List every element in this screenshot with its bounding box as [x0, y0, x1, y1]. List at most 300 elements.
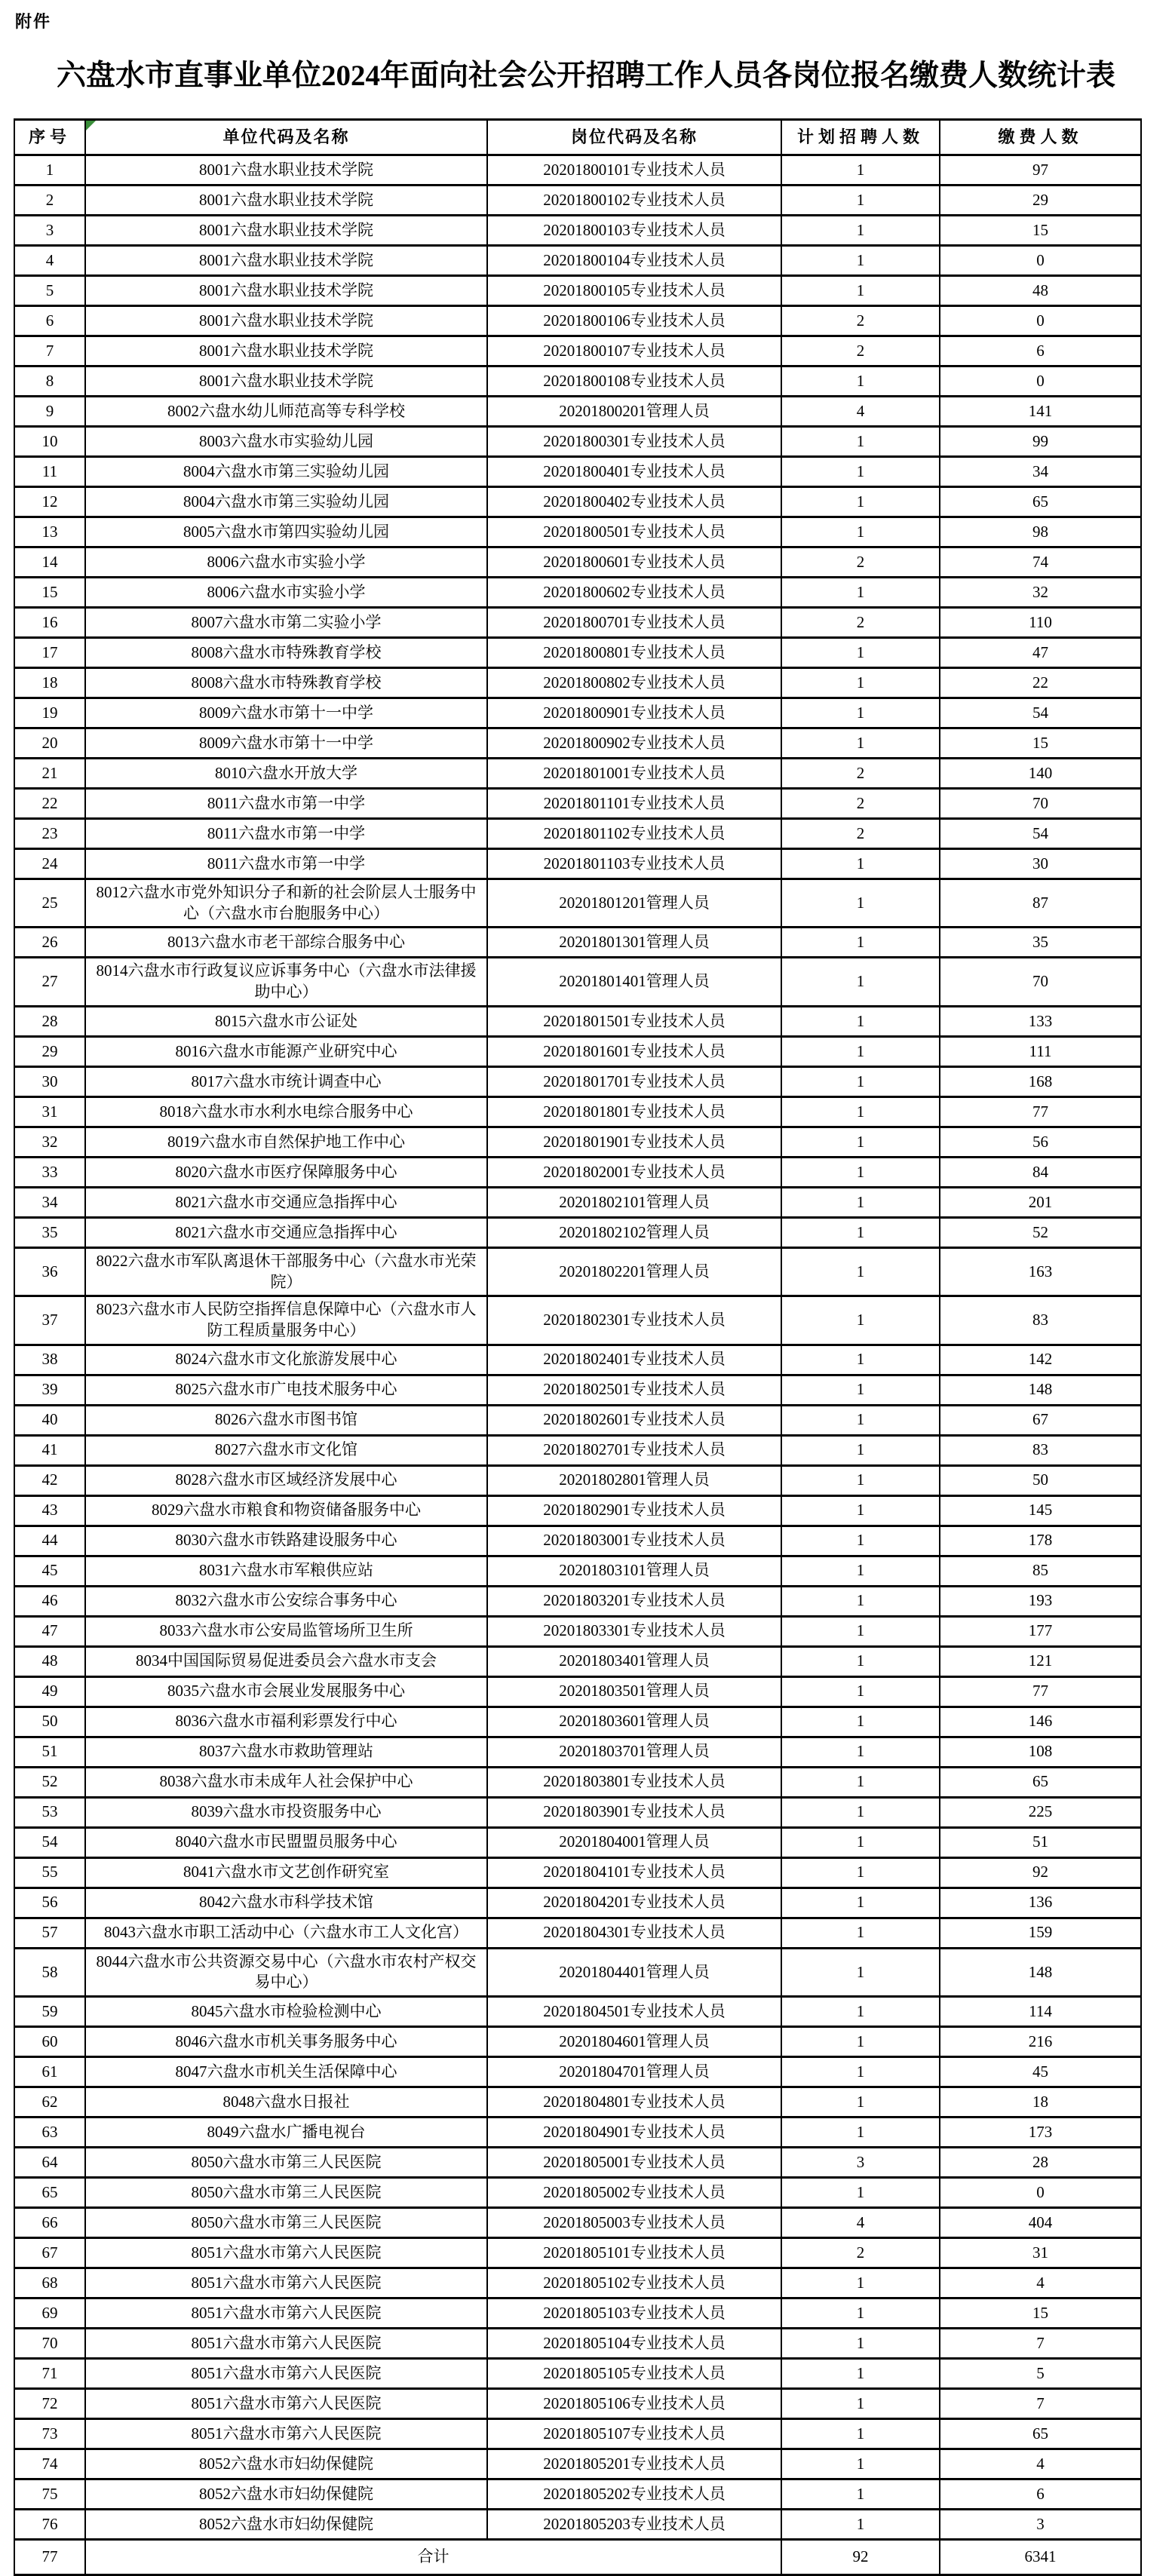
cell-unit-name: 8001六盘水职业技术学院 — [85, 366, 487, 397]
cell-seq: 32 — [14, 1127, 85, 1157]
cell-paid-count: 50 — [940, 1465, 1141, 1495]
cell-seq: 64 — [14, 2148, 85, 2178]
cell-seq: 40 — [14, 1405, 85, 1435]
cell-paid-count: 87 — [940, 879, 1141, 928]
cell-paid-count: 163 — [940, 1247, 1141, 1296]
cell-paid-count: 32 — [940, 578, 1141, 608]
cell-position-name: 20201805105专业技术人员 — [487, 2359, 781, 2389]
table-row — [14, 1006, 1141, 1036]
cell-position-name: 20201804001管理人员 — [487, 1827, 781, 1857]
total-seq: 77 — [14, 2540, 85, 2575]
cell-seq: 16 — [14, 608, 85, 638]
cell-planned-count: 1 — [781, 1997, 940, 2027]
cell-position-name: 20201800101专业技术人员 — [487, 155, 781, 186]
cell-unit-name: 8013六盘水市老干部综合服务中心 — [85, 928, 487, 958]
cell-paid-count: 133 — [940, 1006, 1141, 1036]
cell-paid-count: 84 — [940, 1157, 1141, 1187]
cell-seq: 70 — [14, 2329, 85, 2359]
cell-seq: 63 — [14, 2118, 85, 2148]
cell-seq: 48 — [14, 1646, 85, 1676]
cell-seq: 8 — [14, 366, 85, 397]
cell-seq: 35 — [14, 1217, 85, 1247]
cell-paid-count: 52 — [940, 1217, 1141, 1247]
cell-position-name: 20201805101专业技术人员 — [487, 2238, 781, 2268]
cell-unit-name: 8001六盘水职业技术学院 — [85, 155, 487, 186]
table-row — [14, 1676, 1141, 1707]
table-row — [14, 2329, 1141, 2359]
cell-unit-name: 8045六盘水市检验检测中心 — [85, 1997, 487, 2027]
cell-paid-count: 31 — [940, 2238, 1141, 2268]
cell-planned-count: 1 — [781, 1296, 940, 1345]
cell-unit-name: 8019六盘水市自然保护地工作中心 — [85, 1127, 487, 1157]
total-label: 合计 — [85, 2540, 781, 2575]
cell-paid-count: 146 — [940, 1707, 1141, 1737]
recruitment-stats-table — [14, 118, 1142, 2576]
cell-seq: 15 — [14, 578, 85, 608]
cell-unit-name: 8009六盘水市第十一中学 — [85, 698, 487, 728]
cell-position-name: 20201804301专业技术人员 — [487, 1918, 781, 1948]
header-position-name: 岗位代码及名称 — [487, 120, 781, 155]
cell-position-name: 20201800801专业技术人员 — [487, 638, 781, 668]
total-row — [14, 2540, 1141, 2575]
cell-position-name: 20201803601管理人员 — [487, 1707, 781, 1737]
table-row — [14, 457, 1141, 487]
cell-unit-name: 8024六盘水市文化旅游发展中心 — [85, 1345, 487, 1375]
cell-position-name: 20201801301管理人员 — [487, 928, 781, 958]
cell-planned-count: 1 — [781, 2419, 940, 2449]
cell-planned-count: 1 — [781, 2510, 940, 2540]
cell-paid-count: 65 — [940, 1767, 1141, 1797]
table-row — [14, 789, 1141, 819]
cell-planned-count: 1 — [781, 1767, 940, 1797]
table-row — [14, 759, 1141, 789]
cell-planned-count: 1 — [781, 1405, 940, 1435]
cell-unit-name: 8035六盘水市会展业发展服务中心 — [85, 1676, 487, 1707]
header-seq: 序号 — [14, 120, 85, 155]
cell-position-name: 20201805102专业技术人员 — [487, 2268, 781, 2298]
cell-paid-count: 15 — [940, 2298, 1141, 2329]
cell-position-name: 20201801001专业技术人员 — [487, 759, 781, 789]
cell-paid-count: 22 — [940, 668, 1141, 698]
cell-planned-count: 1 — [781, 1375, 940, 1405]
cell-unit-name: 8033六盘水市公安局监管场所卫生所 — [85, 1616, 487, 1646]
cell-seq: 55 — [14, 1857, 85, 1888]
cell-unit-name: 8050六盘水市第三人民医院 — [85, 2148, 487, 2178]
cell-unit-name: 8032六盘水市公安综合事务中心 — [85, 1586, 487, 1616]
cell-unit-name: 8006六盘水市实验小学 — [85, 547, 487, 578]
table-row — [14, 2238, 1141, 2268]
cell-unit-name: 8052六盘水市妇幼保健院 — [85, 2479, 487, 2510]
cell-position-name: 20201803801专业技术人员 — [487, 1767, 781, 1797]
cell-unit-name: 8031六盘水市军粮供应站 — [85, 1556, 487, 1586]
cell-unit-name: 8051六盘水市第六人民医院 — [85, 2268, 487, 2298]
cell-seq: 17 — [14, 638, 85, 668]
cell-planned-count: 2 — [781, 336, 940, 366]
cell-seq: 57 — [14, 1918, 85, 1948]
cell-unit-name: 8034中国国际贸易促进委员会六盘水市支会 — [85, 1646, 487, 1676]
cell-unit-name: 8001六盘水职业技术学院 — [85, 186, 487, 216]
cell-planned-count: 1 — [781, 1096, 940, 1127]
cell-paid-count: 178 — [940, 1526, 1141, 1556]
cell-paid-count: 28 — [940, 2148, 1141, 2178]
page-title: 六盘水市直事业单位2024年面向社会公开招聘工作人员各岗位报名缴费人数统计表 — [56, 60, 1115, 92]
table-row — [14, 1127, 1141, 1157]
cell-unit-name: 8002六盘水幼儿师范高等专科学校 — [85, 397, 487, 427]
cell-unit-name: 8041六盘水市文艺创作研究室 — [85, 1857, 487, 1888]
cell-planned-count: 1 — [781, 638, 940, 668]
cell-paid-count: 6 — [940, 2479, 1141, 2510]
cell-position-name: 20201805103专业技术人员 — [487, 2298, 781, 2329]
cell-paid-count: 142 — [940, 1345, 1141, 1375]
cell-unit-name: 8011六盘水市第一中学 — [85, 789, 487, 819]
table-row — [14, 578, 1141, 608]
cell-paid-count: 173 — [940, 2118, 1141, 2148]
cell-position-name: 20201802601专业技术人员 — [487, 1405, 781, 1435]
table-row — [14, 366, 1141, 397]
cell-position-name: 20201805107专业技术人员 — [487, 2419, 781, 2449]
cell-unit-name: 8050六盘水市第三人民医院 — [85, 2208, 487, 2238]
cell-seq: 13 — [14, 517, 85, 547]
table-row — [14, 1296, 1141, 1345]
cell-planned-count: 1 — [781, 2118, 940, 2148]
cell-seq: 54 — [14, 1827, 85, 1857]
cell-seq: 21 — [14, 759, 85, 789]
cell-seq: 20 — [14, 728, 85, 759]
cell-planned-count: 1 — [781, 457, 940, 487]
cell-paid-count: 6 — [940, 336, 1141, 366]
cell-planned-count: 1 — [781, 1616, 940, 1646]
cell-position-name: 20201801801专业技术人员 — [487, 1096, 781, 1127]
cell-position-name: 20201802501专业技术人员 — [487, 1375, 781, 1405]
cell-planned-count: 1 — [781, 1707, 940, 1737]
cell-planned-count: 1 — [781, 1797, 940, 1827]
table-row — [14, 1827, 1141, 1857]
cell-unit-name: 8048六盘水日报社 — [85, 2087, 487, 2118]
cell-seq: 37 — [14, 1296, 85, 1345]
cell-seq: 50 — [14, 1707, 85, 1737]
cell-paid-count: 83 — [940, 1296, 1141, 1345]
cell-position-name: 20201802701专业技术人员 — [487, 1435, 781, 1465]
cell-seq: 67 — [14, 2238, 85, 2268]
cell-position-name: 20201805104专业技术人员 — [487, 2329, 781, 2359]
cell-paid-count: 7 — [940, 2389, 1141, 2419]
cell-unit-name: 8008六盘水市特殊教育学校 — [85, 638, 487, 668]
cell-planned-count: 1 — [781, 849, 940, 879]
cell-unit-name: 8009六盘水市第十一中学 — [85, 728, 487, 759]
cell-paid-count: 77 — [940, 1096, 1141, 1127]
cell-planned-count: 4 — [781, 2208, 940, 2238]
cell-position-name: 20201803301专业技术人员 — [487, 1616, 781, 1646]
cell-paid-count: 45 — [940, 2057, 1141, 2087]
cell-position-name: 20201801901专业技术人员 — [487, 1127, 781, 1157]
cell-position-name: 20201803001专业技术人员 — [487, 1526, 781, 1556]
cell-planned-count: 2 — [781, 547, 940, 578]
table-row — [14, 638, 1141, 668]
cell-unit-name: 8051六盘水市第六人民医院 — [85, 2389, 487, 2419]
cell-seq: 44 — [14, 1526, 85, 1556]
cell-seq: 59 — [14, 1997, 85, 2027]
cell-paid-count: 85 — [940, 1556, 1141, 1586]
cell-unit-name: 8021六盘水市交通应急指挥中心 — [85, 1187, 487, 1217]
cell-seq: 28 — [14, 1006, 85, 1036]
table-row — [14, 397, 1141, 427]
cell-position-name: 20201800105专业技术人员 — [487, 276, 781, 306]
cell-seq: 9 — [14, 397, 85, 427]
cell-seq: 65 — [14, 2178, 85, 2208]
cell-seq: 68 — [14, 2268, 85, 2298]
cell-seq: 26 — [14, 928, 85, 958]
cell-paid-count: 56 — [940, 1127, 1141, 1157]
cell-unit-name: 8001六盘水职业技术学院 — [85, 246, 487, 276]
cell-paid-count: 74 — [940, 547, 1141, 578]
cell-unit-name: 8001六盘水职业技术学院 — [85, 216, 487, 246]
cell-seq: 74 — [14, 2449, 85, 2479]
table-row — [14, 2510, 1141, 2540]
cell-position-name: 20201800601专业技术人员 — [487, 547, 781, 578]
cell-planned-count: 1 — [781, 928, 940, 958]
table-row — [14, 1797, 1141, 1827]
cell-position-name: 20201802901专业技术人员 — [487, 1495, 781, 1526]
cell-unit-name: 8021六盘水市交通应急指挥中心 — [85, 1217, 487, 1247]
cell-paid-count: 54 — [940, 698, 1141, 728]
cell-seq: 36 — [14, 1247, 85, 1296]
cell-unit-name: 8039六盘水市投资服务中心 — [85, 1797, 487, 1827]
cell-planned-count: 1 — [781, 879, 940, 928]
cell-position-name: 20201803901专业技术人员 — [487, 1797, 781, 1827]
cell-position-name: 20201801101专业技术人员 — [487, 789, 781, 819]
cell-paid-count: 98 — [940, 517, 1141, 547]
table-row — [14, 1217, 1141, 1247]
cell-seq: 29 — [14, 1036, 85, 1066]
table-row — [14, 547, 1141, 578]
cell-paid-count: 177 — [940, 1616, 1141, 1646]
cell-planned-count: 1 — [781, 1187, 940, 1217]
cell-seq: 58 — [14, 1948, 85, 1996]
cell-paid-count: 18 — [940, 2087, 1141, 2118]
table-row — [14, 1997, 1141, 2027]
cell-unit-name: 8042六盘水市科学技术馆 — [85, 1888, 487, 1918]
cell-paid-count: 65 — [940, 2419, 1141, 2449]
cell-position-name: 20201800501专业技术人员 — [487, 517, 781, 547]
cell-planned-count: 1 — [781, 1157, 940, 1187]
cell-planned-count: 1 — [781, 1586, 940, 1616]
cell-unit-name: 8052六盘水市妇幼保健院 — [85, 2510, 487, 2540]
cell-position-name: 20201800102专业技术人员 — [487, 186, 781, 216]
table-row — [14, 1247, 1141, 1296]
table-row — [14, 1737, 1141, 1767]
cell-planned-count: 1 — [781, 1737, 940, 1767]
cell-unit-name: 8051六盘水市第六人民医院 — [85, 2329, 487, 2359]
table-row — [14, 2178, 1141, 2208]
cell-planned-count: 1 — [781, 1435, 940, 1465]
table-row — [14, 1036, 1141, 1066]
cell-position-name: 20201800901专业技术人员 — [487, 698, 781, 728]
cell-paid-count: 51 — [940, 1827, 1141, 1857]
cell-seq: 18 — [14, 668, 85, 698]
cell-seq: 53 — [14, 1797, 85, 1827]
cell-seq: 33 — [14, 1157, 85, 1187]
cell-position-name: 20201800902专业技术人员 — [487, 728, 781, 759]
table-row — [14, 1526, 1141, 1556]
cell-unit-name: 8046六盘水市机关事务服务中心 — [85, 2027, 487, 2057]
table-row — [14, 216, 1141, 246]
cell-paid-count: 110 — [940, 608, 1141, 638]
cell-seq: 47 — [14, 1616, 85, 1646]
table-row — [14, 2118, 1141, 2148]
cell-position-name: 20201804601管理人员 — [487, 2027, 781, 2057]
cell-position-name: 20201801701专业技术人员 — [487, 1066, 781, 1096]
cell-position-name: 20201805002专业技术人员 — [487, 2178, 781, 2208]
cell-position-name: 20201802201管理人员 — [487, 1247, 781, 1296]
cell-planned-count: 1 — [781, 2449, 940, 2479]
table-row — [14, 728, 1141, 759]
cell-planned-count: 1 — [781, 427, 940, 457]
table-row — [14, 2298, 1141, 2329]
cell-paid-count: 201 — [940, 1187, 1141, 1217]
table-row — [14, 1435, 1141, 1465]
cell-unit-name: 8020六盘水市医疗保障服务中心 — [85, 1157, 487, 1187]
cell-position-name: 20201801401管理人员 — [487, 958, 781, 1006]
cell-paid-count: 114 — [940, 1997, 1141, 2027]
cell-paid-count: 97 — [940, 155, 1141, 186]
cell-seq: 66 — [14, 2208, 85, 2238]
cell-paid-count: 121 — [940, 1646, 1141, 1676]
table-row — [14, 1767, 1141, 1797]
cell-paid-count: 0 — [940, 2178, 1141, 2208]
cell-position-name: 20201804401管理人员 — [487, 1948, 781, 1996]
table-row — [14, 2148, 1141, 2178]
cell-paid-count: 193 — [940, 1586, 1141, 1616]
cell-seq: 72 — [14, 2389, 85, 2419]
cell-unit-name: 8011六盘水市第一中学 — [85, 849, 487, 879]
cell-planned-count: 1 — [781, 1948, 940, 1996]
cell-planned-count: 1 — [781, 1036, 940, 1066]
table-row — [14, 1375, 1141, 1405]
cell-position-name: 20201801102专业技术人员 — [487, 819, 781, 849]
cell-planned-count: 1 — [781, 186, 940, 216]
table-row — [14, 2087, 1141, 2118]
cell-position-name: 20201803701管理人员 — [487, 1737, 781, 1767]
cell-seq: 49 — [14, 1676, 85, 1707]
cell-unit-name: 8010六盘水开放大学 — [85, 759, 487, 789]
cell-planned-count: 2 — [781, 789, 940, 819]
table-row — [14, 336, 1141, 366]
table-row — [14, 1918, 1141, 1948]
cell-planned-count: 1 — [781, 1066, 940, 1096]
cell-unit-name: 8049六盘水广播电视台 — [85, 2118, 487, 2148]
cell-seq: 22 — [14, 789, 85, 819]
cell-seq: 3 — [14, 216, 85, 246]
cell-unit-name: 8043六盘水市职工活动中心（六盘水市工人文化宫） — [85, 1918, 487, 1948]
cell-paid-count: 140 — [940, 759, 1141, 789]
cell-paid-count: 4 — [940, 2268, 1141, 2298]
cell-paid-count: 47 — [940, 638, 1141, 668]
cell-seq: 69 — [14, 2298, 85, 2329]
cell-paid-count: 65 — [940, 487, 1141, 517]
cell-position-name: 20201804801专业技术人员 — [487, 2087, 781, 2118]
cell-position-name: 20201804701管理人员 — [487, 2057, 781, 2087]
cell-paid-count: 35 — [940, 928, 1141, 958]
cell-planned-count: 1 — [781, 2389, 940, 2419]
table-row — [14, 2057, 1141, 2087]
cell-paid-count: 145 — [940, 1495, 1141, 1526]
cell-planned-count: 1 — [781, 1888, 940, 1918]
cell-seq: 51 — [14, 1737, 85, 1767]
cell-position-name: 20201800402专业技术人员 — [487, 487, 781, 517]
cell-planned-count: 1 — [781, 2057, 940, 2087]
cell-paid-count: 148 — [940, 1375, 1141, 1405]
cell-seq: 52 — [14, 1767, 85, 1797]
cell-planned-count: 1 — [781, 1857, 940, 1888]
green-triangle-icon — [86, 121, 96, 130]
cell-planned-count: 1 — [781, 728, 940, 759]
cell-paid-count: 4 — [940, 2449, 1141, 2479]
cell-position-name: 20201805201专业技术人员 — [487, 2449, 781, 2479]
cell-planned-count: 1 — [781, 2087, 940, 2118]
cell-seq: 38 — [14, 1345, 85, 1375]
cell-unit-name: 8022六盘水市军队离退休干部服务中心（六盘水市光荣院） — [85, 1247, 487, 1296]
cell-seq: 43 — [14, 1495, 85, 1526]
cell-unit-name: 8015六盘水市公证处 — [85, 1006, 487, 1036]
table-row — [14, 246, 1141, 276]
cell-unit-name: 8027六盘水市文化馆 — [85, 1435, 487, 1465]
table-row — [14, 2027, 1141, 2057]
cell-unit-name: 8001六盘水职业技术学院 — [85, 306, 487, 336]
cell-seq: 34 — [14, 1187, 85, 1217]
cell-seq: 39 — [14, 1375, 85, 1405]
cell-planned-count: 2 — [781, 759, 940, 789]
cell-position-name: 20201803401管理人员 — [487, 1646, 781, 1676]
cell-position-name: 20201805202专业技术人员 — [487, 2479, 781, 2510]
cell-planned-count: 1 — [781, 1127, 940, 1157]
cell-unit-name: 8001六盘水职业技术学院 — [85, 276, 487, 306]
cell-planned-count: 1 — [781, 1465, 940, 1495]
cell-paid-count: 0 — [940, 246, 1141, 276]
table-row — [14, 1948, 1141, 1996]
cell-position-name: 20201800401专业技术人员 — [487, 457, 781, 487]
cell-unit-name: 8012六盘水市党外知识分子和新的社会阶层人士服务中心（六盘水市台胞服务中心） — [85, 879, 487, 928]
table-row — [14, 186, 1141, 216]
table-row — [14, 1646, 1141, 1676]
total-planned-count: 92 — [781, 2540, 940, 2575]
cell-planned-count: 1 — [781, 366, 940, 397]
table-row — [14, 1495, 1141, 1526]
table-header — [14, 120, 1141, 155]
cell-unit-name: 8014六盘水市行政复议应诉事务中心（六盘水市法律援助中心） — [85, 958, 487, 1006]
cell-position-name: 20201800201管理人员 — [487, 397, 781, 427]
cell-position-name: 20201800104专业技术人员 — [487, 246, 781, 276]
cell-position-name: 20201805003专业技术人员 — [487, 2208, 781, 2238]
cell-planned-count: 1 — [781, 1646, 940, 1676]
cell-unit-name: 8047六盘水市机关生活保障中心 — [85, 2057, 487, 2087]
cell-unit-name: 8017六盘水市统计调查中心 — [85, 1066, 487, 1096]
total-paid-count: 6341 — [940, 2540, 1141, 2575]
cell-paid-count: 67 — [940, 1405, 1141, 1435]
table-row — [14, 306, 1141, 336]
table-row — [14, 819, 1141, 849]
cell-planned-count: 1 — [781, 2479, 940, 2510]
cell-unit-name: 8004六盘水市第三实验幼儿园 — [85, 487, 487, 517]
cell-position-name: 20201804901专业技术人员 — [487, 2118, 781, 2148]
cell-unit-name: 8008六盘水市特殊教育学校 — [85, 668, 487, 698]
cell-position-name: 20201804201专业技术人员 — [487, 1888, 781, 1918]
table-row — [14, 1857, 1141, 1888]
cell-planned-count: 1 — [781, 2027, 940, 2057]
cell-planned-count: 1 — [781, 155, 940, 186]
table-row — [14, 487, 1141, 517]
cell-planned-count: 1 — [781, 1217, 940, 1247]
table-row — [14, 2419, 1141, 2449]
